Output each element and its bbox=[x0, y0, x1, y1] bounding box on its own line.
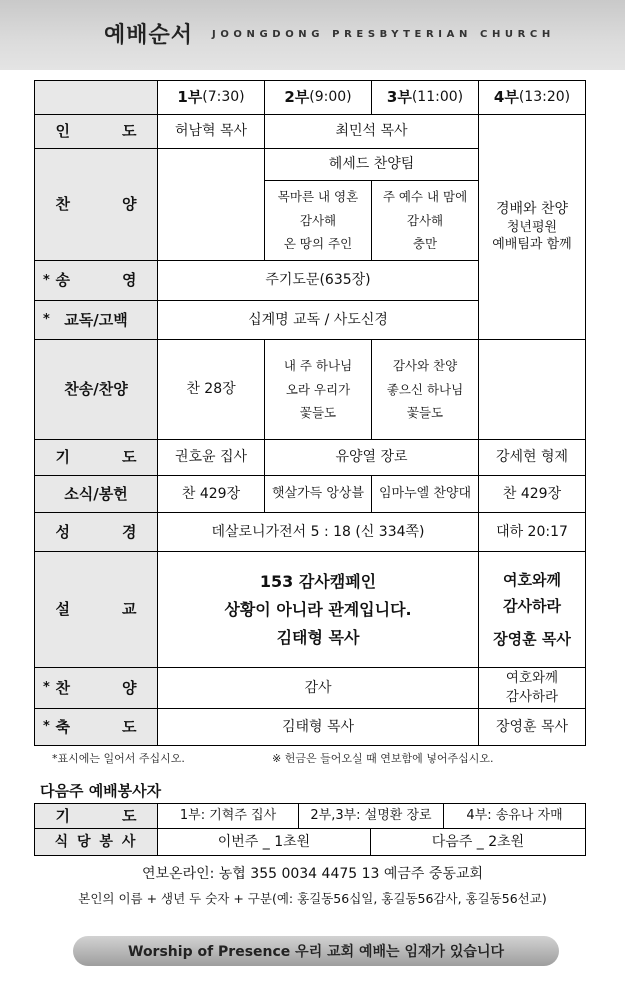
next-prayer-23: 2부,3부: 설명환 장로 bbox=[298, 803, 444, 829]
hymn-1: 찬 28장 bbox=[157, 339, 265, 440]
offering-4: 찬 429장 bbox=[478, 475, 586, 513]
praise-3: 주 예수 내 맘에 감사해 충만 bbox=[371, 180, 479, 261]
corner-cell bbox=[34, 80, 158, 115]
col-header-4: 4부 (13:20) bbox=[478, 80, 586, 115]
note-stand: *표시에는 일어서 주십시오. bbox=[52, 752, 185, 765]
row-label-hymn: 찬송/찬양 bbox=[34, 339, 158, 440]
page-title: 예배순서 bbox=[104, 23, 194, 48]
cafeteria-label: 식 당 봉 사 bbox=[34, 828, 158, 856]
creed-value: 십계명 교독 / 사도신경 bbox=[157, 300, 479, 340]
col-header-3: 3부 (11:00) bbox=[371, 80, 479, 115]
prayer-23: 유양열 장로 bbox=[264, 439, 479, 476]
note-offering: ※ 헌금은 들어오실 때 연보함에 넣어주십시오. bbox=[272, 752, 494, 765]
doxology-value: 주기도문(635장) bbox=[157, 260, 479, 301]
online-offering-note: 본인의 이름 + 생년 두 숫자 + 구분(예: 홍길동56십일, 홍길동56감사, 홍길동56선교) bbox=[78, 891, 547, 906]
row-label-offering: 소식/봉헌 bbox=[34, 475, 158, 513]
worship-banner: Worship of Presence 우리 교회 예배는 임재가 있습니다 bbox=[73, 936, 559, 966]
offering-1: 찬 429장 bbox=[157, 475, 265, 513]
row-label-closing-hymn: * 찬 양 bbox=[34, 667, 158, 709]
praise-team: 헤세드 찬양팀 bbox=[264, 148, 479, 181]
header-bar bbox=[0, 0, 625, 70]
sermon-4: 여호와께 감사하라 장영훈 목사 bbox=[478, 551, 586, 668]
row-label-benediction: * 축 도 bbox=[34, 708, 158, 746]
invocation-23: 최민석 목사 bbox=[264, 114, 479, 149]
next-prayer-4: 4부: 송유나 자매 bbox=[443, 803, 586, 829]
cafeteria-next-week: 다음주 _ 2초원 bbox=[370, 828, 586, 856]
offering-2: 햇살가득 앙상블 bbox=[264, 475, 372, 513]
closing-hymn-123: 감사 bbox=[157, 667, 479, 709]
online-offering-info: 연보온라인: 농협 355 0034 4475 13 예금주 중동교회 bbox=[142, 866, 483, 882]
church-name: JOONGDONG PRESBYTERIAN CHURCH bbox=[212, 29, 555, 40]
benediction-123: 김태형 목사 bbox=[157, 708, 479, 746]
praise-1 bbox=[157, 148, 265, 261]
hymn-2: 내 주 하나님 오라 우리가 꽃들도 bbox=[264, 339, 372, 440]
row-label-sermon: 설 교 bbox=[34, 551, 158, 668]
praise-2: 목마른 내 영혼 감사해 온 땅의 주인 bbox=[264, 180, 372, 261]
benediction-4: 장영훈 목사 bbox=[478, 708, 586, 746]
row-label-doxology: * 송 영 bbox=[34, 260, 158, 301]
col-header-1: 1부 (7:30) bbox=[157, 80, 265, 115]
scripture-4: 대하 20:17 bbox=[478, 512, 586, 552]
cafeteria-this-week: 이번주 _ 1초원 bbox=[157, 828, 371, 856]
next-week-title: 다음주 예배봉사자 bbox=[40, 782, 162, 800]
offering-3: 임마누엘 찬양대 bbox=[371, 475, 479, 513]
closing-hymn-4: 여호와께 감사하라 bbox=[478, 667, 586, 709]
next-prayer-1: 1부: 기혁주 집사 bbox=[157, 803, 299, 829]
prayer-1: 권호윤 집사 bbox=[157, 439, 265, 476]
col4-worship-block: 경배와 찬양 청년평원 예배팀과 함께 bbox=[478, 114, 586, 340]
row-label-creed: * 교독/고백 bbox=[34, 300, 158, 340]
scripture-123: 데살로니가전서 5 : 18 (신 334쪽) bbox=[157, 512, 479, 552]
row-label-invocation: 인 도 bbox=[34, 114, 158, 149]
row-label-praise: 찬 양 bbox=[34, 148, 158, 261]
sermon-123: 153 감사캠페인 상황이 아니라 관계입니다. 김태형 목사 bbox=[157, 551, 479, 668]
col-header-2: 2부 (9:00) bbox=[264, 80, 372, 115]
prayer-4: 강세현 형제 bbox=[478, 439, 586, 476]
hymn-4 bbox=[478, 339, 586, 440]
next-prayer-label: 기 도 bbox=[34, 803, 158, 829]
row-label-prayer: 기 도 bbox=[34, 439, 158, 476]
invocation-1: 허남혁 목사 bbox=[157, 114, 265, 149]
row-label-scripture: 성 경 bbox=[34, 512, 158, 552]
hymn-3: 감사와 찬양 좋으신 하나님 꽃들도 bbox=[371, 339, 479, 440]
